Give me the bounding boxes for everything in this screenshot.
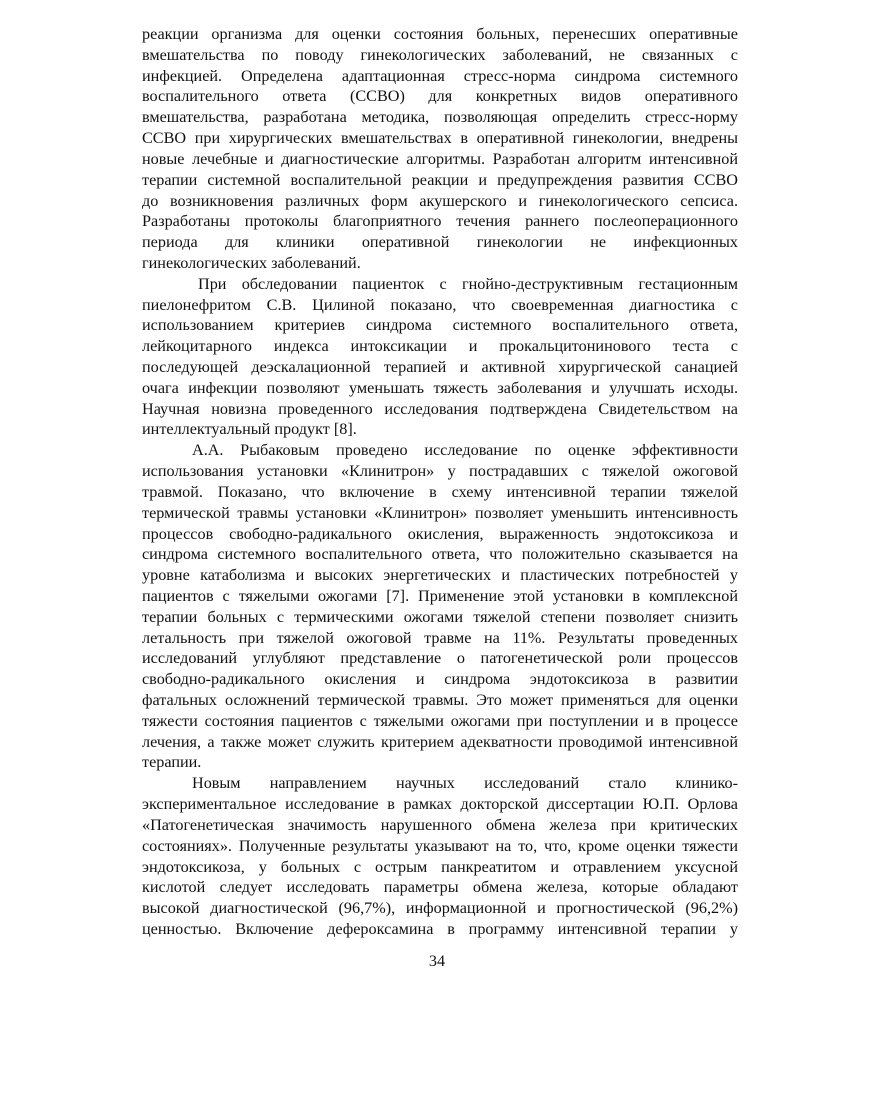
text-line: термической травмы установки «Клинитрон» позволяет уменьшить интенсивность (142, 503, 738, 522)
text-line: очага инфекции позволяют уменьшать тяжесть заболевания и улучшать исходы. (142, 378, 738, 397)
text-line: высокой диагностической (96,7%), информационной и прогностической (96,2%) (142, 899, 738, 918)
text-line: пациентов с тяжелыми ожогами [7]. Применение этой установки в комплексной (142, 586, 738, 605)
text-line: ценностью. Включение дефероксамина в программу интенсивной терапии у (142, 919, 738, 938)
text-line: ССВО при хирургических вмешательствах в оперативной гинекологии, внедрены (142, 129, 738, 148)
text-line: Разработаны протоколы благоприятного течения раннего послеоперационного (142, 212, 738, 231)
text-line: гинекологических заболеваний. (142, 253, 361, 272)
text-line: уровне катаболизма и высоких энергетических и пластических потребностей у (142, 566, 738, 585)
page-number: 34 (428, 952, 446, 970)
text-line: использования установки «Клинитрон» у пострадавших с тяжелой ожоговой (142, 462, 738, 481)
text-line: эндотоксикоза, у больных с острым панкреатитом и отравлением уксусной (142, 857, 738, 876)
text-line: тяжести состояния пациентов с тяжелыми ожогами при поступлении и в процессе (142, 711, 738, 730)
paragraph-first-line: При обследовании пациенток с гнойно-деструктивным гестационным (198, 274, 738, 293)
text-line: процессов свободно-радикального окисления, выраженность эндотоксикоза и (142, 524, 738, 543)
text-line: реакции организма для оценки состояния больных, перенесших оперативные (142, 25, 738, 43)
text-line: «Патогенетическая значимость нарушенного обмена железа при критических (142, 815, 738, 834)
text-line: летальность при тяжелой ожоговой травме на 11%. Результаты проведенных (142, 628, 738, 647)
text-line: терапии системной воспалительной реакции и предупреждения развития ССВО (142, 170, 738, 189)
text-line: фатальных осложнений термической травмы. Это может применяться для оценки (142, 691, 738, 709)
text-line: синдрома системного воспалительного ответа, что положительно сказывается на (142, 545, 738, 564)
text-line: инфекцией. Определена адаптационная стресс-норма синдрома системного (142, 66, 738, 85)
text-line: воспалительного ответа (ССВО) для конкретных видов оперативного (142, 87, 738, 106)
text-line: вмешательства, разработана методика, позволяющая определить стресс-норму (142, 108, 738, 127)
text-line: терапии больных с термическими ожогами тяжелой степени позволяет снизить (142, 607, 738, 626)
text-line: лечения, а также может служить критерием адекватности проводимой интенсивной (142, 732, 738, 751)
body-text (142, 24, 738, 940)
text-line: использованием критериев синдрома системного воспалительного ответа, (142, 316, 738, 335)
text-line: пиелонефритом С.В. Цилиной показано, что своевременная диагностика с (142, 295, 738, 314)
text-line: вмешательства по поводу гинекологических заболеваний, не связанных с (142, 45, 738, 64)
text-line: до возникновения различных форм акушерского и гинекологического сепсиса. (142, 191, 738, 210)
text-line: лейкоцитарного индекса интоксикации и прокальцитонинового теста с (142, 337, 738, 356)
paragraph-first-line: Новым направлением научных исследований стало клинико- (192, 774, 738, 793)
text-line: Научная новизна проведенного исследования подтверждена Свидетельством на (142, 399, 738, 418)
text-line: экспериментальное исследование в рамках докторской диссертации Ю.П. Орлова (142, 795, 738, 814)
text-line: новые лечебные и диагностические алгоритмы. Разработан алгоритм интенсивной (142, 149, 738, 168)
text-line: периода для клиники оперативной гинекологии не инфекционных (142, 233, 738, 252)
text-line: кислотой следует исследовать параметры обмена железа, которые обладают (142, 878, 738, 897)
text-line: травмой. Показано, что включение в схему интенсивной терапии тяжелой (142, 482, 738, 501)
paragraph-first-line: А.А. Рыбаковым проведено исследование по оценке эффективности (192, 441, 738, 460)
text-line: последующей деэскалационной терапией и активной хирургической санацией (142, 358, 738, 376)
text-line: состояниях». Полученные результаты указывают на то, что, кроме оценки тяжести (142, 836, 738, 855)
text-line: свободно-радикального окисления и синдрома эндотоксикоза в развитии (142, 670, 738, 689)
text-line: терапии. (142, 753, 202, 772)
text-line: исследований углубляют представление о патогенетической роли процессов (142, 649, 738, 668)
text-line: интеллектуальный продукт [8]. (142, 420, 357, 439)
